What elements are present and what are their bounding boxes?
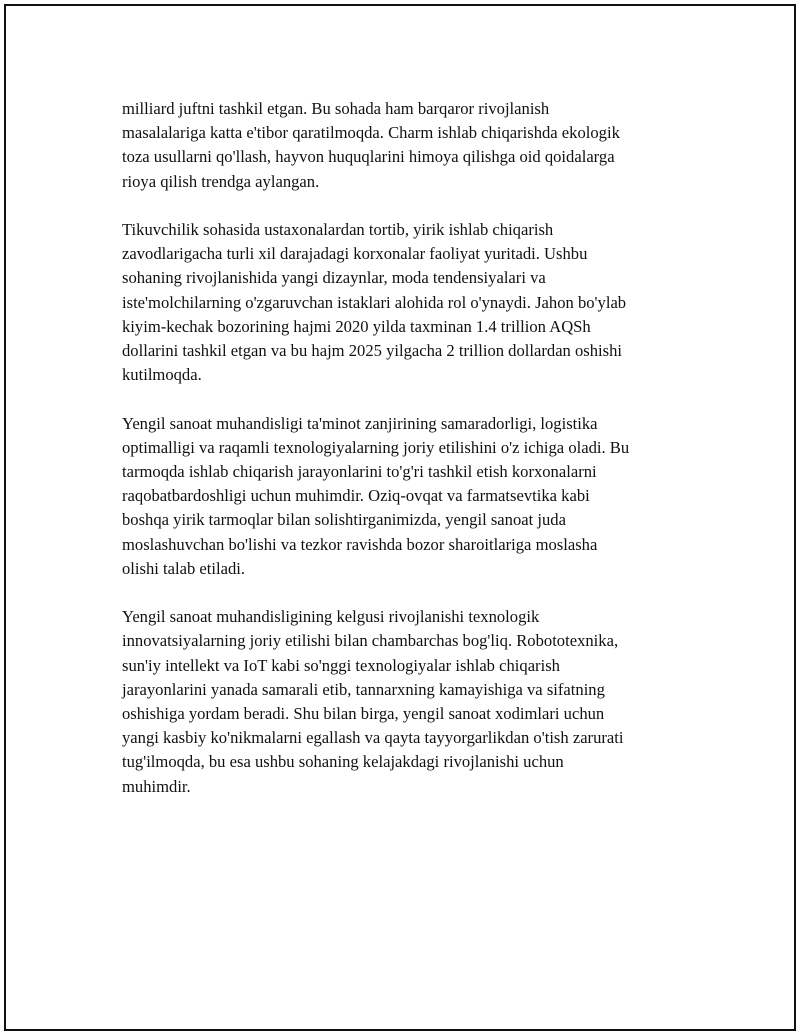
text-line: toza usullarni qo'llash, hayvon huquqlarini himoya qilishga oid qoidalarga xyxy=(122,147,615,167)
text-line: Yengil sanoat muhandisligining kelgusi rivojlanishi texnologik xyxy=(122,607,540,627)
text-line: optimalligi va raqamli texnologiyalarning joriy etilishini o'z ichiga oladi. Bu xyxy=(122,437,630,457)
text-line: raqobatbardoshligi uchun muhimdir. Oziq-ovqat va farmatsevtika kabi xyxy=(122,486,590,506)
text-line: tarmoqda ishlab chiqarish jarayonlarini to'g'ri tashkil etish korxonalarni xyxy=(122,462,597,482)
text-line: masalalariga katta e'tibor qaratilmoqda. Charm ishlab chiqarishda ekologik xyxy=(122,123,620,143)
text-line: moslashuvchan bo'lishi va tezkor ravishda bozor sharoitlariga moslasha xyxy=(122,534,598,554)
paragraph-supply-chain xyxy=(122,412,702,581)
paragraph-future-development xyxy=(122,605,702,799)
text-line: olishi talab etiladi. xyxy=(122,558,246,578)
text-line: kiyim-kechak bozorining hajmi 2020 yilda taxminan 1.4 trillion AQSh xyxy=(122,316,591,336)
document-page xyxy=(4,4,796,1031)
text-line: milliard juftni tashkil etgan. Bu sohada ham barqaror rivojlanish xyxy=(122,99,550,118)
text-line: dollarini tashkil etgan va bu hajm 2025 yilgacha 2 trillion dollardan oshishi xyxy=(122,341,623,361)
text-line: tug'ilmoqda, bu esa ushbu sohaning kelajakdagi rivojlanishi uchun xyxy=(122,752,564,772)
document-body xyxy=(122,97,702,823)
text-line: rioya qilish trendga aylangan. xyxy=(122,171,320,191)
text-line: muhimdir. xyxy=(122,776,191,796)
text-line: oshishiga yordam beradi. Shu bilan birga, yengil sanoat xodimlari uchun xyxy=(122,704,605,724)
text-line: boshqa yirik tarmoqlar bilan solishtirganimizda, yengil sanoat juda xyxy=(122,510,566,530)
text-line: Tikuvchilik sohasida ustaxonalardan tortib, yirik ishlab chiqarish xyxy=(122,220,554,239)
text-line: kutilmoqda. xyxy=(122,365,202,385)
text-line: innovatsiyalarning joriy etilishi bilan chambarchas bog'liq. Robototexnika, xyxy=(122,631,619,651)
paragraph-leather-industry xyxy=(122,97,702,194)
text-line: zavodlarigacha turli xil darajadagi korxonalar faoliyat yuritadi. Ushbu xyxy=(122,244,588,264)
text-line: sun'iy intellekt va IoT kabi so'nggi texnologiyalar ishlab chiqarish xyxy=(122,655,560,675)
text-line: sohaning rivojlanishida yangi dizaynlar, moda tendensiyalari va xyxy=(122,268,546,288)
text-line: iste'molchilarning o'zgaruvchan istaklari alohida rol o'ynaydi. Jahon bo'ylab xyxy=(122,292,627,312)
text-line: Yengil sanoat muhandisligi ta'minot zanjirining samaradorligi, logistika xyxy=(122,413,598,433)
paragraph-sewing-industry xyxy=(122,218,702,387)
text-line: yangi kasbiy ko'nikmalarni egallash va qayta tayyorgarlikdan o'tish zarurati xyxy=(122,728,624,748)
text-line: jarayonlarini yanada samarali etib, tannarxning kamayishiga va sifatning xyxy=(122,679,605,699)
